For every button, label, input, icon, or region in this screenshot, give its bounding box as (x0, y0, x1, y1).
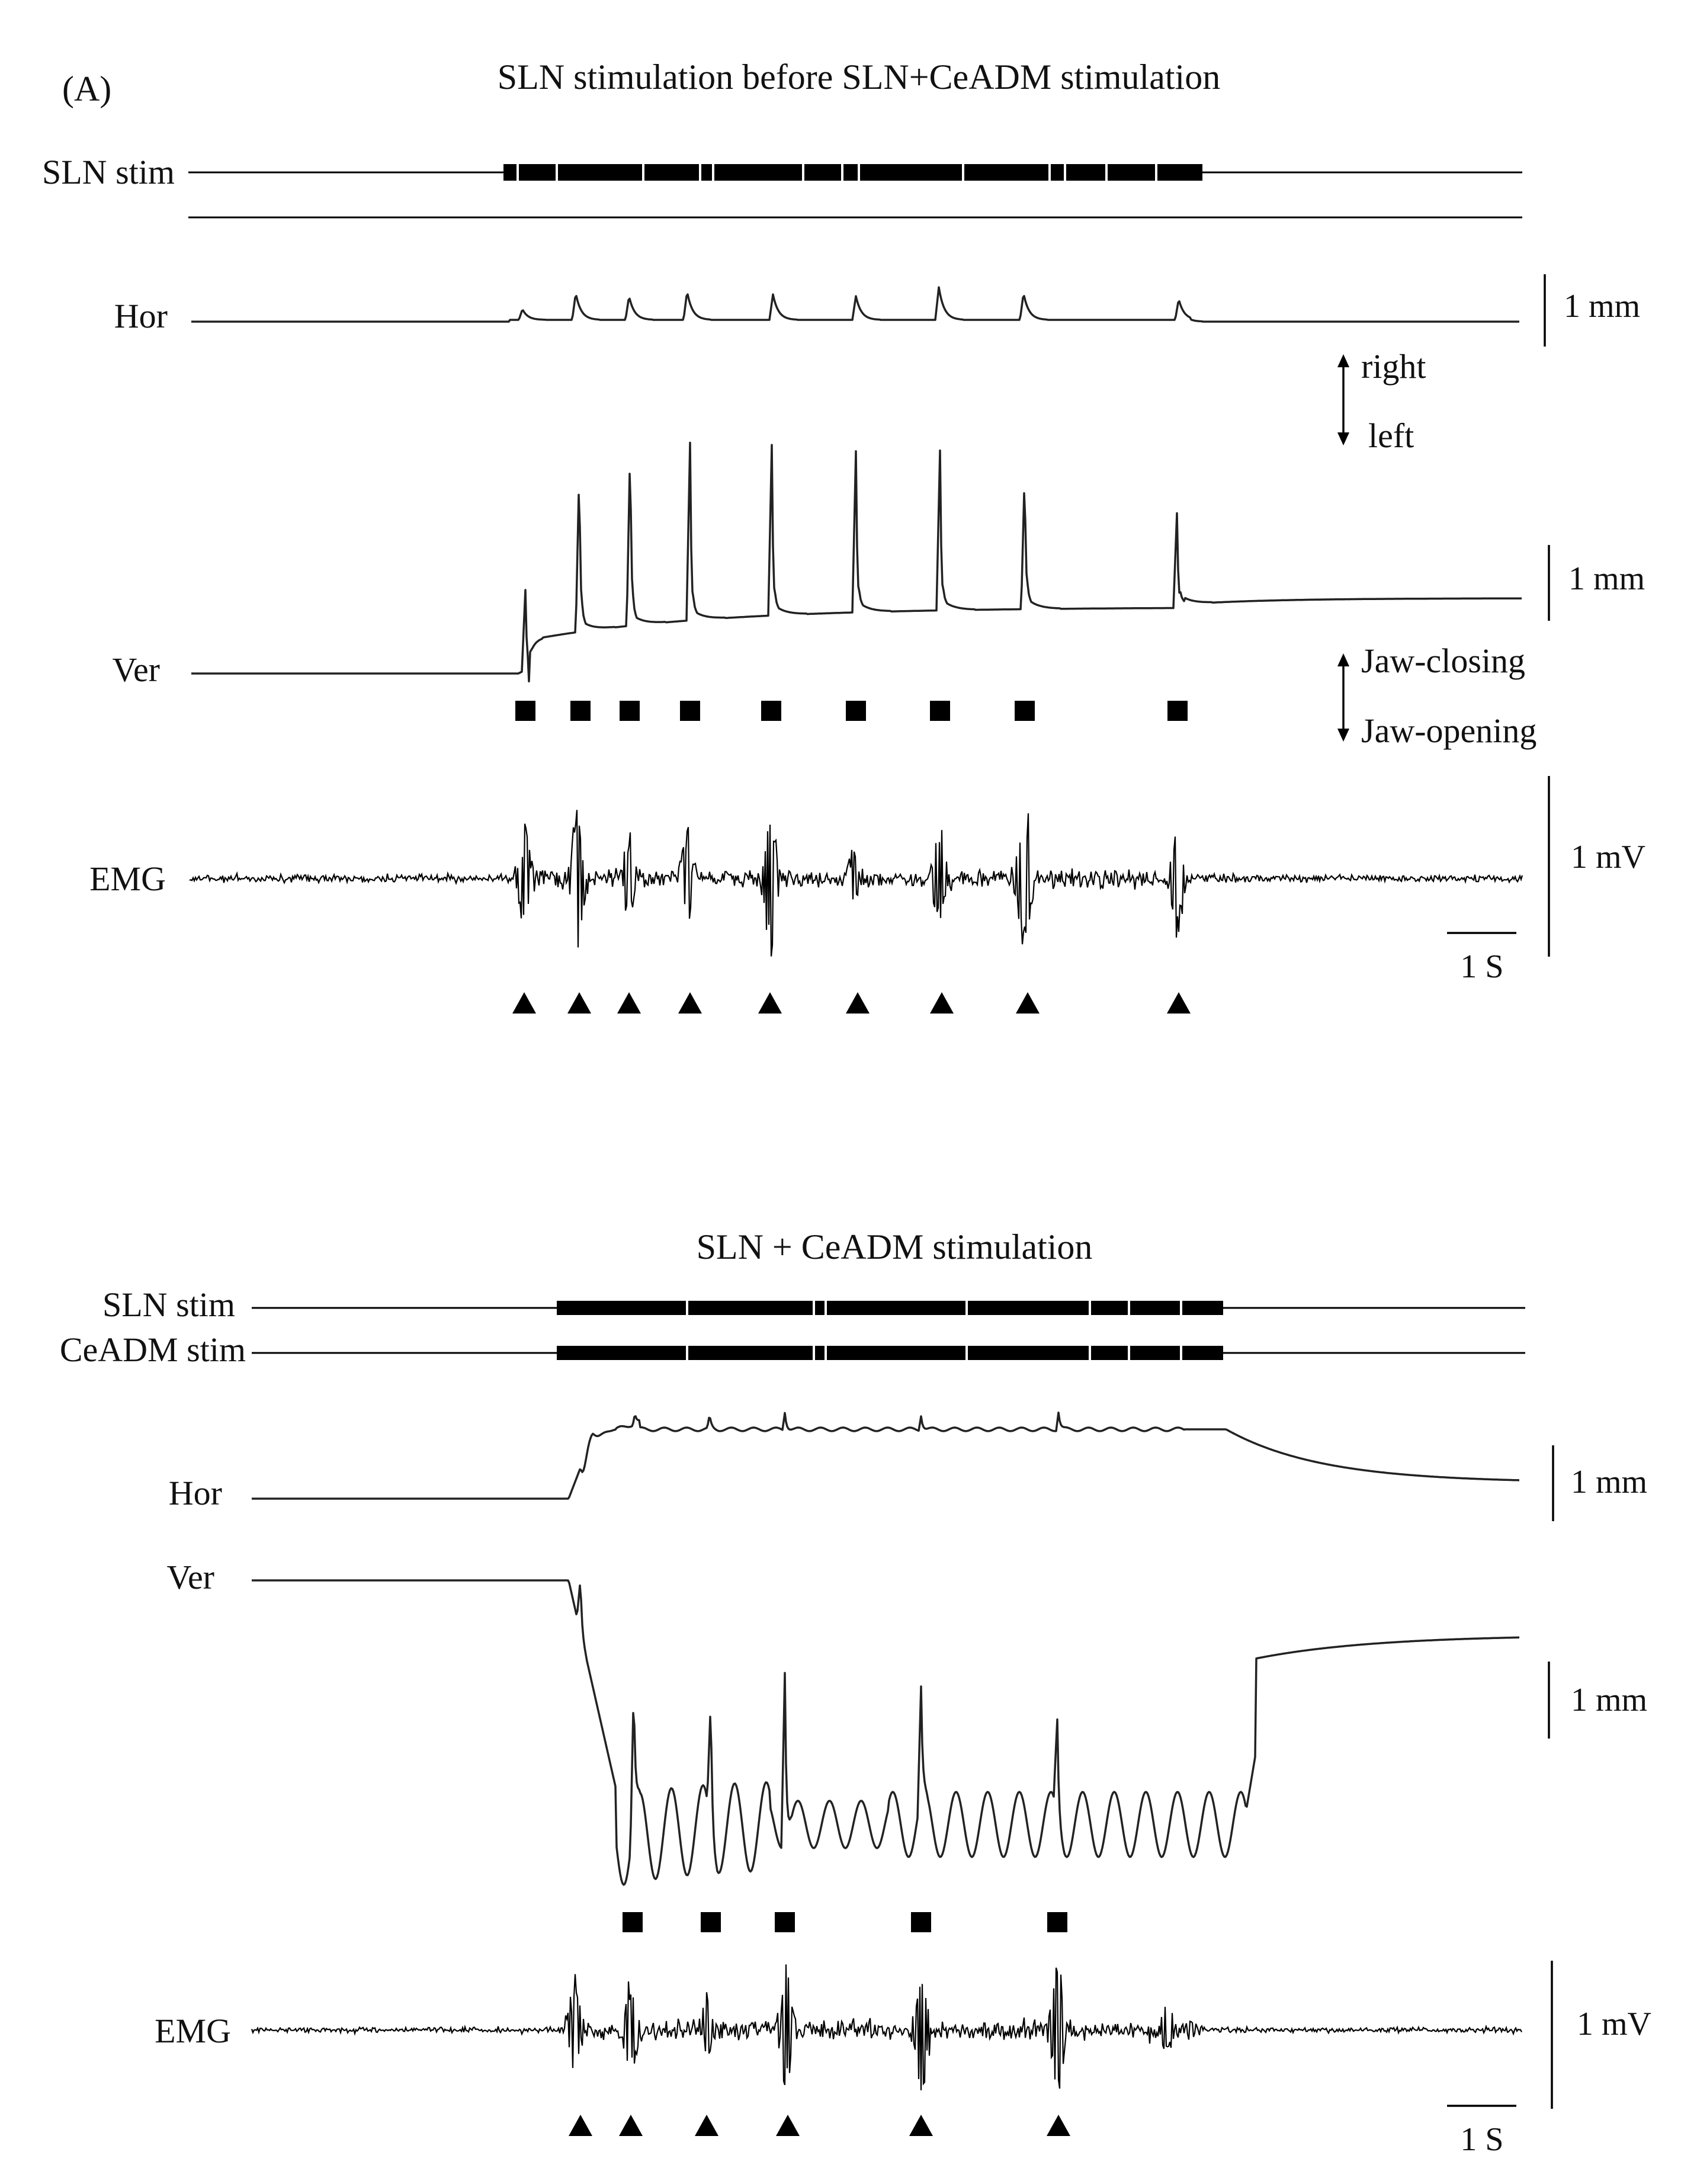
square-marker (1167, 701, 1188, 721)
sln-stim-label: SLN stim (42, 153, 175, 191)
hor-label: Hor (168, 1474, 222, 1512)
panel-bottom (60, 1227, 1651, 2158)
square-marker (1047, 1912, 1067, 1932)
emg-scale-label: 1 mV (1577, 2006, 1651, 2042)
emg-trace (252, 1964, 1522, 2090)
panel-label: (A) (62, 69, 112, 108)
emg-label: EMG (155, 2012, 231, 2050)
triangle-marker (512, 992, 536, 1014)
sln-stim-label: SLN stim (102, 1285, 235, 1324)
square-marker (911, 1912, 931, 1932)
direction-jaw-closing-label: Jaw-closing (1361, 642, 1526, 680)
hor-trace (252, 1413, 1519, 1499)
triangle-marker (695, 2115, 718, 2136)
triangle-markers (569, 2115, 1070, 2136)
square-marker (623, 1912, 643, 1932)
square-marker (620, 701, 640, 721)
sln-stim-bar (557, 1301, 1223, 1315)
triangle-marker (909, 2115, 933, 2136)
emg-label: EMG (89, 860, 166, 898)
square-marker (761, 701, 781, 721)
ver-trace (252, 1580, 1519, 1885)
ver-scale-label: 1 mm (1571, 1682, 1648, 1718)
triangle-marker (619, 2115, 643, 2136)
ceadm-stim-label: CeADM stim (59, 1330, 246, 1369)
triangle-marker (758, 992, 782, 1014)
ver-trace (191, 442, 1522, 681)
direction-left-label: left (1368, 416, 1414, 455)
triangle-marker (776, 2115, 800, 2136)
emg-trace (190, 810, 1522, 956)
triangle-markers (512, 992, 1191, 1014)
triangle-marker (1047, 2115, 1070, 2136)
ver-scale-label: 1 mm (1568, 560, 1645, 597)
triangle-marker (1016, 992, 1040, 1014)
triangle-marker (617, 992, 641, 1014)
triangle-marker (1167, 992, 1191, 1014)
panel-title: SLN stimulation before SLN+CeADM stimulation (497, 57, 1221, 97)
square-marker (680, 701, 700, 721)
time-scale-label: 1 S (1460, 2121, 1504, 2158)
panel-title: SLN + CeADM stimulation (696, 1227, 1093, 1266)
sln-stim-bar (503, 164, 1202, 181)
triangle-marker (569, 2115, 592, 2136)
hor-label: Hor (114, 297, 168, 335)
time-scale-label: 1 S (1460, 948, 1504, 985)
direction-jaw-opening-label: Jaw-opening (1361, 711, 1537, 750)
emg-scale-label: 1 mV (1571, 839, 1645, 875)
square-marker (701, 1912, 721, 1932)
panel-top (42, 57, 1645, 1014)
square-marker (1015, 701, 1035, 721)
square-marker (570, 701, 591, 721)
ceadm-stim-bar (557, 1346, 1223, 1360)
triangle-marker (678, 992, 702, 1014)
square-markers (515, 701, 1188, 721)
hor-scale-label: 1 mm (1564, 288, 1641, 325)
square-marker (846, 701, 866, 721)
square-marker (930, 701, 950, 721)
jaw-direction-arrow (1337, 653, 1349, 742)
ver-label: Ver (112, 650, 160, 689)
square-markers (623, 1912, 1067, 1932)
square-marker (515, 701, 535, 721)
triangle-marker (567, 992, 591, 1014)
lateral-direction-arrow (1337, 354, 1349, 445)
direction-right-label: right (1361, 347, 1426, 386)
hor-trace (191, 287, 1519, 322)
ver-label: Ver (166, 1558, 214, 1596)
square-marker (775, 1912, 795, 1932)
hor-scale-label: 1 mm (1571, 1464, 1648, 1500)
triangle-marker (930, 992, 954, 1014)
triangle-marker (846, 992, 870, 1014)
